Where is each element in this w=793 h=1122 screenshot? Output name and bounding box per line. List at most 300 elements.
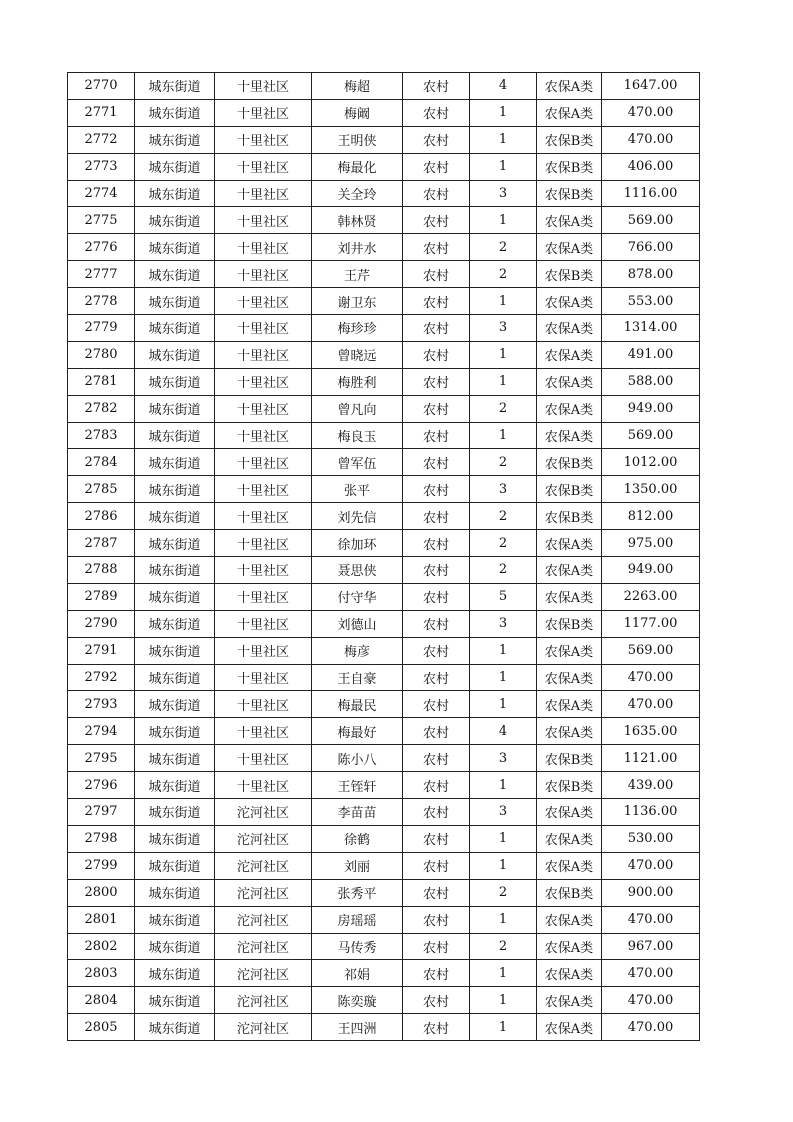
name-cell: 关全玲 xyxy=(312,180,403,207)
row-number-cell: 2770 xyxy=(68,73,135,100)
category-cell: 农保A类 xyxy=(537,987,602,1014)
amount-cell: 553.00 xyxy=(602,288,700,315)
row-number-cell: 2778 xyxy=(68,288,135,315)
name-cell: 刘井水 xyxy=(312,234,403,261)
category-cell: 农保A类 xyxy=(537,395,602,422)
member-count-cell: 2 xyxy=(470,879,537,906)
table-row xyxy=(68,476,700,503)
member-count-cell: 1 xyxy=(470,852,537,879)
community-cell: 沱河社区 xyxy=(215,987,312,1014)
household-type-cell: 农村 xyxy=(403,718,470,745)
amount-cell: 812.00 xyxy=(602,503,700,530)
household-type-cell: 农村 xyxy=(403,368,470,395)
table-row xyxy=(68,234,700,261)
member-count-cell: 2 xyxy=(470,261,537,288)
member-count-cell: 1 xyxy=(470,960,537,987)
street-cell: 城东街道 xyxy=(135,99,215,126)
street-cell: 城东街道 xyxy=(135,422,215,449)
table-row xyxy=(68,449,700,476)
name-cell: 刘丽 xyxy=(312,852,403,879)
category-cell: 农保A类 xyxy=(537,664,602,691)
street-cell: 城东街道 xyxy=(135,933,215,960)
amount-cell: 569.00 xyxy=(602,207,700,234)
category-cell: 农保B类 xyxy=(537,772,602,799)
community-cell: 十里社区 xyxy=(215,180,312,207)
household-type-cell: 农村 xyxy=(403,879,470,906)
table-row xyxy=(68,180,700,207)
member-count-cell: 1 xyxy=(470,987,537,1014)
household-type-cell: 农村 xyxy=(403,180,470,207)
community-cell: 十里社区 xyxy=(215,772,312,799)
amount-cell: 569.00 xyxy=(602,637,700,664)
household-type-cell: 农村 xyxy=(403,960,470,987)
name-cell: 梅最化 xyxy=(312,153,403,180)
name-cell: 王四洲 xyxy=(312,1014,403,1041)
table-row xyxy=(68,664,700,691)
category-cell: 农保A类 xyxy=(537,99,602,126)
table-row xyxy=(68,530,700,557)
category-cell: 农保B类 xyxy=(537,449,602,476)
member-count-cell: 2 xyxy=(470,933,537,960)
name-cell: 马传秀 xyxy=(312,933,403,960)
member-count-cell: 3 xyxy=(470,315,537,342)
name-cell: 李苗苗 xyxy=(312,799,403,826)
household-type-cell: 农村 xyxy=(403,825,470,852)
member-count-cell: 1 xyxy=(470,207,537,234)
category-cell: 农保B类 xyxy=(537,126,602,153)
household-type-cell: 农村 xyxy=(403,422,470,449)
category-cell: 农保A类 xyxy=(537,530,602,557)
amount-cell: 470.00 xyxy=(602,987,700,1014)
community-cell: 十里社区 xyxy=(215,449,312,476)
table-row xyxy=(68,153,700,180)
member-count-cell: 3 xyxy=(470,476,537,503)
category-cell: 农保A类 xyxy=(537,422,602,449)
category-cell: 农保A类 xyxy=(537,933,602,960)
table-row xyxy=(68,879,700,906)
table-row xyxy=(68,1014,700,1041)
name-cell: 梅阚 xyxy=(312,99,403,126)
member-count-cell: 2 xyxy=(470,557,537,584)
community-cell: 十里社区 xyxy=(215,637,312,664)
street-cell: 城东街道 xyxy=(135,745,215,772)
street-cell: 城东街道 xyxy=(135,664,215,691)
row-number-cell: 2805 xyxy=(68,1014,135,1041)
member-count-cell: 4 xyxy=(470,73,537,100)
community-cell: 十里社区 xyxy=(215,126,312,153)
row-number-cell: 2795 xyxy=(68,745,135,772)
amount-cell: 470.00 xyxy=(602,664,700,691)
row-number-cell: 2781 xyxy=(68,368,135,395)
community-cell: 十里社区 xyxy=(215,664,312,691)
amount-cell: 470.00 xyxy=(602,1014,700,1041)
category-cell: 农保A类 xyxy=(537,288,602,315)
name-cell: 王自豪 xyxy=(312,664,403,691)
community-cell: 十里社区 xyxy=(215,368,312,395)
amount-cell: 470.00 xyxy=(602,852,700,879)
table-row xyxy=(68,503,700,530)
household-type-cell: 农村 xyxy=(403,933,470,960)
household-type-cell: 农村 xyxy=(403,1014,470,1041)
street-cell: 城东街道 xyxy=(135,799,215,826)
name-cell: 梅超 xyxy=(312,73,403,100)
community-cell: 十里社区 xyxy=(215,745,312,772)
category-cell: 农保A类 xyxy=(537,1014,602,1041)
table-row xyxy=(68,825,700,852)
amount-cell: 2263.00 xyxy=(602,583,700,610)
category-cell: 农保A类 xyxy=(537,718,602,745)
category-cell: 农保A类 xyxy=(537,234,602,261)
community-cell: 沱河社区 xyxy=(215,960,312,987)
household-type-cell: 农村 xyxy=(403,664,470,691)
row-number-cell: 2780 xyxy=(68,341,135,368)
household-type-cell: 农村 xyxy=(403,799,470,826)
household-type-cell: 农村 xyxy=(403,772,470,799)
community-cell: 十里社区 xyxy=(215,691,312,718)
name-cell: 梅最好 xyxy=(312,718,403,745)
category-cell: 农保A类 xyxy=(537,341,602,368)
member-count-cell: 1 xyxy=(470,664,537,691)
household-type-cell: 农村 xyxy=(403,341,470,368)
household-type-cell: 农村 xyxy=(403,987,470,1014)
name-cell: 曾军伍 xyxy=(312,449,403,476)
table-row xyxy=(68,718,700,745)
household-type-cell: 农村 xyxy=(403,557,470,584)
community-cell: 沱河社区 xyxy=(215,825,312,852)
table-row xyxy=(68,933,700,960)
name-cell: 房瑶瑶 xyxy=(312,906,403,933)
amount-cell: 470.00 xyxy=(602,99,700,126)
row-number-cell: 2796 xyxy=(68,772,135,799)
table-row xyxy=(68,341,700,368)
community-cell: 沱河社区 xyxy=(215,852,312,879)
household-type-cell: 农村 xyxy=(403,315,470,342)
category-cell: 农保A类 xyxy=(537,368,602,395)
name-cell: 谢卫东 xyxy=(312,288,403,315)
household-type-cell: 农村 xyxy=(403,395,470,422)
name-cell: 徐鹤 xyxy=(312,825,403,852)
name-cell: 梅珍珍 xyxy=(312,315,403,342)
table-row xyxy=(68,852,700,879)
street-cell: 城东街道 xyxy=(135,288,215,315)
row-number-cell: 2782 xyxy=(68,395,135,422)
street-cell: 城东街道 xyxy=(135,772,215,799)
street-cell: 城东街道 xyxy=(135,825,215,852)
street-cell: 城东街道 xyxy=(135,610,215,637)
member-count-cell: 2 xyxy=(470,234,537,261)
name-cell: 刘先信 xyxy=(312,503,403,530)
street-cell: 城东街道 xyxy=(135,852,215,879)
category-cell: 农保A类 xyxy=(537,960,602,987)
row-number-cell: 2777 xyxy=(68,261,135,288)
amount-cell: 470.00 xyxy=(602,126,700,153)
street-cell: 城东街道 xyxy=(135,341,215,368)
name-cell: 梅彦 xyxy=(312,637,403,664)
table-row xyxy=(68,691,700,718)
amount-cell: 1012.00 xyxy=(602,449,700,476)
member-count-cell: 1 xyxy=(470,153,537,180)
member-count-cell: 1 xyxy=(470,637,537,664)
community-cell: 十里社区 xyxy=(215,476,312,503)
community-cell: 十里社区 xyxy=(215,718,312,745)
category-cell: 农保A类 xyxy=(537,799,602,826)
member-count-cell: 1 xyxy=(470,99,537,126)
amount-cell: 569.00 xyxy=(602,422,700,449)
category-cell: 农保B类 xyxy=(537,476,602,503)
category-cell: 农保A类 xyxy=(537,315,602,342)
table-row xyxy=(68,637,700,664)
table-row xyxy=(68,906,700,933)
member-count-cell: 2 xyxy=(470,530,537,557)
row-number-cell: 2773 xyxy=(68,153,135,180)
community-cell: 十里社区 xyxy=(215,422,312,449)
street-cell: 城东街道 xyxy=(135,530,215,557)
name-cell: 曾晓远 xyxy=(312,341,403,368)
row-number-cell: 2799 xyxy=(68,852,135,879)
row-number-cell: 2797 xyxy=(68,799,135,826)
name-cell: 陈奕璇 xyxy=(312,987,403,1014)
row-number-cell: 2800 xyxy=(68,879,135,906)
member-count-cell: 1 xyxy=(470,126,537,153)
row-number-cell: 2774 xyxy=(68,180,135,207)
street-cell: 城东街道 xyxy=(135,207,215,234)
amount-cell: 766.00 xyxy=(602,234,700,261)
table-row xyxy=(68,315,700,342)
street-cell: 城东街道 xyxy=(135,395,215,422)
category-cell: 农保B类 xyxy=(537,879,602,906)
category-cell: 农保A类 xyxy=(537,691,602,718)
street-cell: 城东街道 xyxy=(135,315,215,342)
table-row xyxy=(68,422,700,449)
household-type-cell: 农村 xyxy=(403,73,470,100)
row-number-cell: 2775 xyxy=(68,207,135,234)
category-cell: 农保B类 xyxy=(537,503,602,530)
street-cell: 城东街道 xyxy=(135,368,215,395)
member-count-cell: 2 xyxy=(470,449,537,476)
community-cell: 十里社区 xyxy=(215,73,312,100)
member-count-cell: 3 xyxy=(470,610,537,637)
household-type-cell: 农村 xyxy=(403,852,470,879)
community-cell: 沱河社区 xyxy=(215,933,312,960)
community-cell: 十里社区 xyxy=(215,288,312,315)
row-number-cell: 2801 xyxy=(68,906,135,933)
table-row xyxy=(68,73,700,100)
table-row xyxy=(68,772,700,799)
amount-cell: 949.00 xyxy=(602,557,700,584)
street-cell: 城东街道 xyxy=(135,503,215,530)
amount-cell: 470.00 xyxy=(602,906,700,933)
community-cell: 十里社区 xyxy=(215,261,312,288)
community-cell: 十里社区 xyxy=(215,341,312,368)
amount-cell: 491.00 xyxy=(602,341,700,368)
row-number-cell: 2787 xyxy=(68,530,135,557)
row-number-cell: 2791 xyxy=(68,637,135,664)
street-cell: 城东街道 xyxy=(135,261,215,288)
name-cell: 张秀平 xyxy=(312,879,403,906)
row-number-cell: 2783 xyxy=(68,422,135,449)
table-row xyxy=(68,126,700,153)
name-cell: 王明侠 xyxy=(312,126,403,153)
community-cell: 沱河社区 xyxy=(215,906,312,933)
category-cell: 农保A类 xyxy=(537,207,602,234)
amount-cell: 588.00 xyxy=(602,368,700,395)
street-cell: 城东街道 xyxy=(135,234,215,261)
community-cell: 十里社区 xyxy=(215,99,312,126)
category-cell: 农保B类 xyxy=(537,745,602,772)
category-cell: 农保A类 xyxy=(537,583,602,610)
category-cell: 农保B类 xyxy=(537,180,602,207)
community-cell: 十里社区 xyxy=(215,395,312,422)
amount-cell: 949.00 xyxy=(602,395,700,422)
name-cell: 梅胜利 xyxy=(312,368,403,395)
member-count-cell: 5 xyxy=(470,583,537,610)
community-cell: 沱河社区 xyxy=(215,879,312,906)
name-cell: 聂思侠 xyxy=(312,557,403,584)
row-number-cell: 2804 xyxy=(68,987,135,1014)
table-row xyxy=(68,288,700,315)
name-cell: 陈小八 xyxy=(312,745,403,772)
member-count-cell: 2 xyxy=(470,395,537,422)
table-row xyxy=(68,368,700,395)
amount-cell: 1116.00 xyxy=(602,180,700,207)
table-row xyxy=(68,960,700,987)
name-cell: 韩林贤 xyxy=(312,207,403,234)
name-cell: 付守华 xyxy=(312,583,403,610)
amount-cell: 1177.00 xyxy=(602,610,700,637)
category-cell: 农保B类 xyxy=(537,261,602,288)
name-cell: 刘德山 xyxy=(312,610,403,637)
row-number-cell: 2771 xyxy=(68,99,135,126)
amount-cell: 1136.00 xyxy=(602,799,700,826)
member-count-cell: 1 xyxy=(470,368,537,395)
amount-cell: 470.00 xyxy=(602,960,700,987)
amount-cell: 878.00 xyxy=(602,261,700,288)
row-number-cell: 2802 xyxy=(68,933,135,960)
table-row xyxy=(68,557,700,584)
household-type-cell: 农村 xyxy=(403,691,470,718)
row-number-cell: 2772 xyxy=(68,126,135,153)
member-count-cell: 1 xyxy=(470,422,537,449)
street-cell: 城东街道 xyxy=(135,73,215,100)
community-cell: 沱河社区 xyxy=(215,1014,312,1041)
row-number-cell: 2785 xyxy=(68,476,135,503)
row-number-cell: 2786 xyxy=(68,503,135,530)
household-type-cell: 农村 xyxy=(403,610,470,637)
category-cell: 农保A类 xyxy=(537,825,602,852)
member-count-cell: 3 xyxy=(470,745,537,772)
amount-cell: 1314.00 xyxy=(602,315,700,342)
name-cell: 祁娟 xyxy=(312,960,403,987)
community-cell: 十里社区 xyxy=(215,530,312,557)
row-number-cell: 2798 xyxy=(68,825,135,852)
household-type-cell: 农村 xyxy=(403,234,470,261)
row-number-cell: 2793 xyxy=(68,691,135,718)
name-cell: 张平 xyxy=(312,476,403,503)
household-type-cell: 农村 xyxy=(403,906,470,933)
household-type-cell: 农村 xyxy=(403,261,470,288)
category-cell: 农保A类 xyxy=(537,852,602,879)
name-cell: 梅最民 xyxy=(312,691,403,718)
household-type-cell: 农村 xyxy=(403,476,470,503)
household-type-cell: 农村 xyxy=(403,126,470,153)
community-cell: 十里社区 xyxy=(215,583,312,610)
row-number-cell: 2803 xyxy=(68,960,135,987)
household-type-cell: 农村 xyxy=(403,530,470,557)
name-cell: 徐加环 xyxy=(312,530,403,557)
community-cell: 十里社区 xyxy=(215,503,312,530)
street-cell: 城东街道 xyxy=(135,637,215,664)
member-count-cell: 1 xyxy=(470,825,537,852)
community-cell: 十里社区 xyxy=(215,315,312,342)
row-number-cell: 2776 xyxy=(68,234,135,261)
amount-cell: 1121.00 xyxy=(602,745,700,772)
amount-cell: 1635.00 xyxy=(602,718,700,745)
table-row xyxy=(68,745,700,772)
row-number-cell: 2790 xyxy=(68,610,135,637)
amount-cell: 1350.00 xyxy=(602,476,700,503)
table-row xyxy=(68,395,700,422)
member-count-cell: 2 xyxy=(470,503,537,530)
amount-cell: 406.00 xyxy=(602,153,700,180)
category-cell: 农保A类 xyxy=(537,637,602,664)
community-cell: 十里社区 xyxy=(215,557,312,584)
community-cell: 十里社区 xyxy=(215,153,312,180)
name-cell: 王芹 xyxy=(312,261,403,288)
member-count-cell: 1 xyxy=(470,341,537,368)
category-cell: 农保A类 xyxy=(537,906,602,933)
row-number-cell: 2794 xyxy=(68,718,135,745)
member-count-cell: 4 xyxy=(470,718,537,745)
row-number-cell: 2792 xyxy=(68,664,135,691)
name-cell: 梅良玉 xyxy=(312,422,403,449)
household-type-cell: 农村 xyxy=(403,637,470,664)
street-cell: 城东街道 xyxy=(135,557,215,584)
row-number-cell: 2789 xyxy=(68,583,135,610)
street-cell: 城东街道 xyxy=(135,718,215,745)
street-cell: 城东街道 xyxy=(135,960,215,987)
row-number-cell: 2784 xyxy=(68,449,135,476)
amount-cell: 900.00 xyxy=(602,879,700,906)
street-cell: 城东街道 xyxy=(135,449,215,476)
amount-cell: 530.00 xyxy=(602,825,700,852)
street-cell: 城东街道 xyxy=(135,691,215,718)
household-type-cell: 农村 xyxy=(403,99,470,126)
household-type-cell: 农村 xyxy=(403,745,470,772)
table-row xyxy=(68,799,700,826)
street-cell: 城东街道 xyxy=(135,987,215,1014)
category-cell: 农保A类 xyxy=(537,557,602,584)
household-type-cell: 农村 xyxy=(403,207,470,234)
roster-table xyxy=(67,72,700,1041)
name-cell: 王铚轩 xyxy=(312,772,403,799)
street-cell: 城东街道 xyxy=(135,476,215,503)
table-row xyxy=(68,610,700,637)
member-count-cell: 1 xyxy=(470,1014,537,1041)
household-type-cell: 农村 xyxy=(403,503,470,530)
amount-cell: 967.00 xyxy=(602,933,700,960)
street-cell: 城东街道 xyxy=(135,906,215,933)
street-cell: 城东街道 xyxy=(135,153,215,180)
roster-body xyxy=(68,73,700,1041)
street-cell: 城东街道 xyxy=(135,583,215,610)
table-row xyxy=(68,583,700,610)
member-count-cell: 1 xyxy=(470,772,537,799)
amount-cell: 470.00 xyxy=(602,691,700,718)
community-cell: 沱河社区 xyxy=(215,799,312,826)
member-count-cell: 3 xyxy=(470,799,537,826)
street-cell: 城东街道 xyxy=(135,180,215,207)
amount-cell: 975.00 xyxy=(602,530,700,557)
